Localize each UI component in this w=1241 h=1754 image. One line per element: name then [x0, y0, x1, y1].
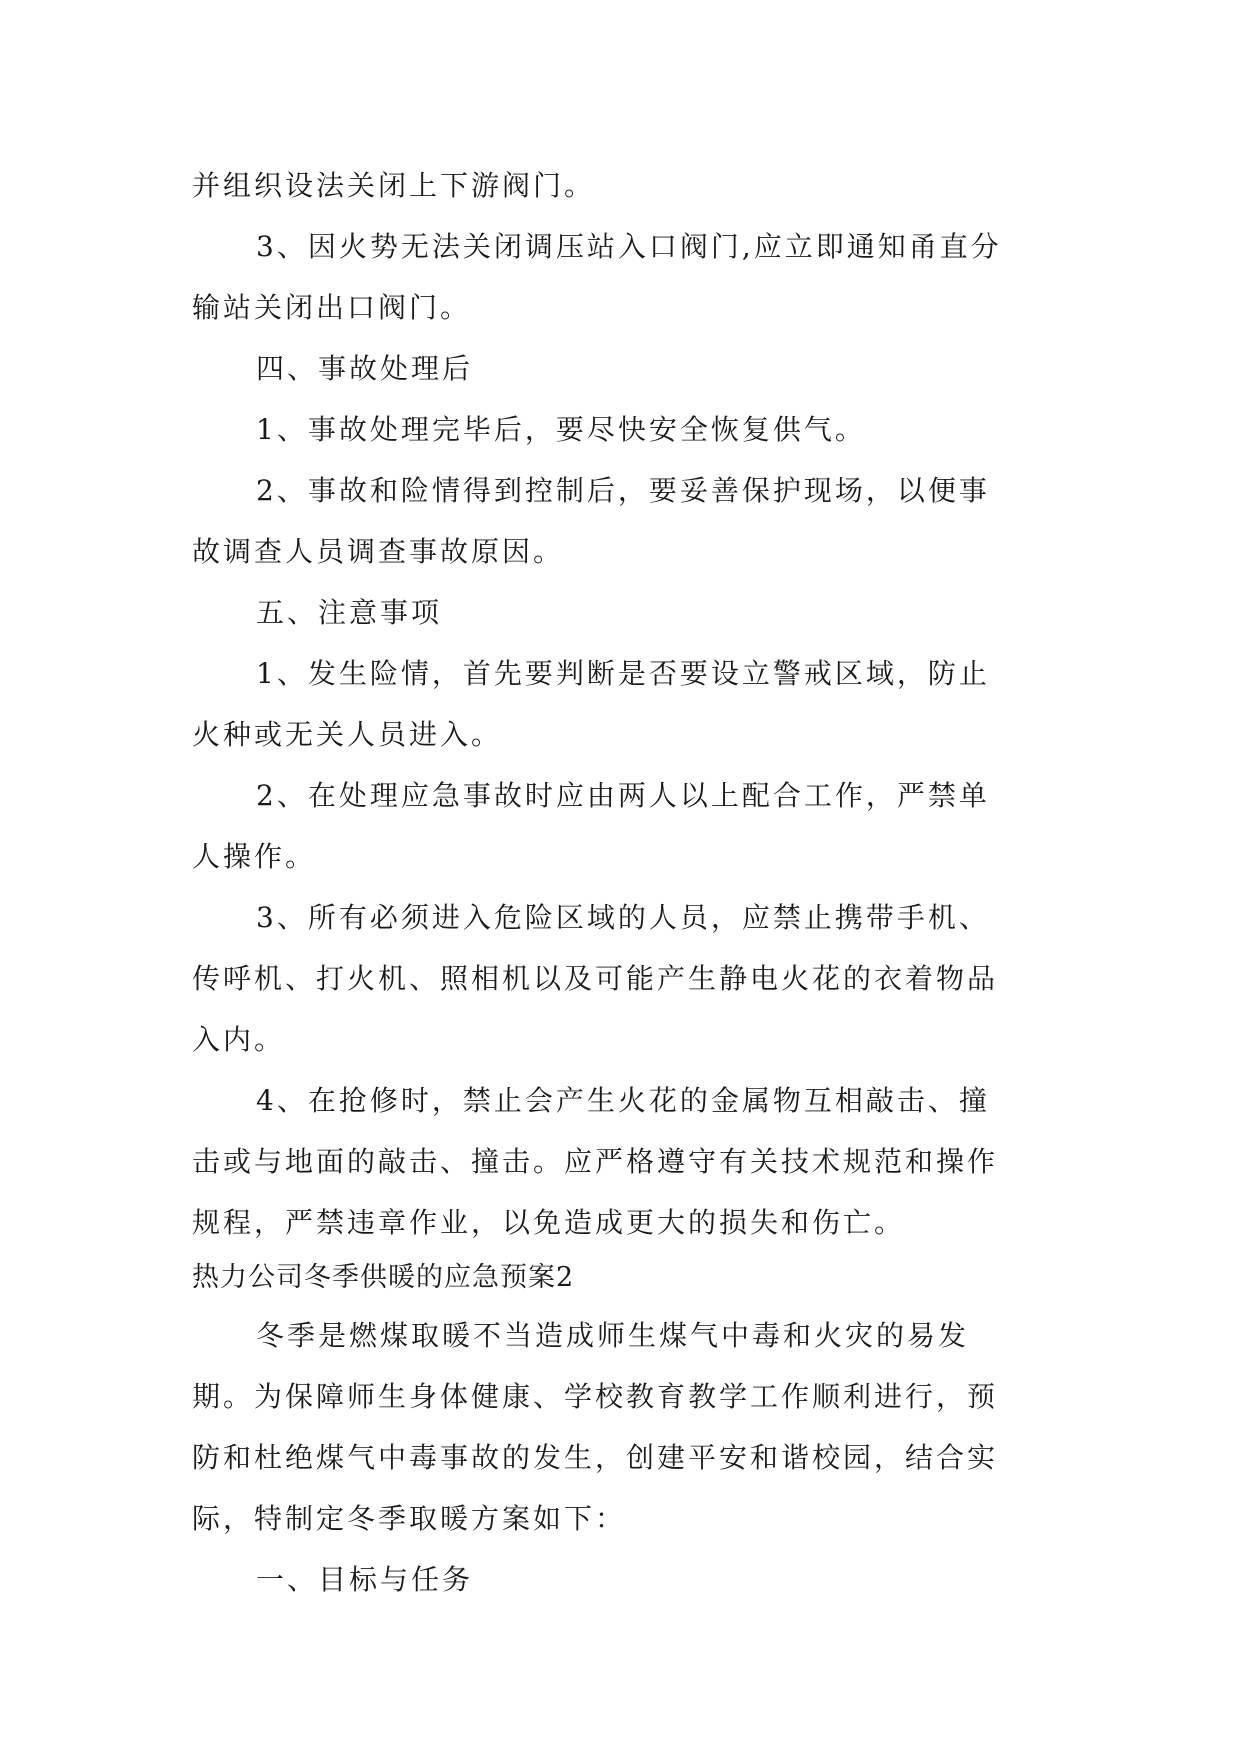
- paragraph-line: 火种或无关人员进入。: [192, 718, 503, 751]
- document-title: 热力公司冬季供暖的应急预案2: [192, 1262, 575, 1293]
- section-heading: 一、目标与任务: [256, 1563, 474, 1596]
- paragraph-line: 3、因火势无法关闭调压站入口阀门,应立即通知甬直分: [256, 230, 1002, 263]
- paragraph-line: 期。为保障师生身体健康、学校教育教学工作顺利进行，预: [192, 1380, 999, 1413]
- paragraph-line: 入内。: [192, 1023, 286, 1056]
- section-heading: 五、注意事项: [256, 596, 443, 629]
- paragraph-line: 传呼机、打火机、照相机以及可能产生静电火花的衣着物品: [192, 962, 999, 995]
- section-heading: 四、事故处理后: [256, 352, 474, 385]
- paragraph-line: 1、事故处理完毕后，要尽快安全恢复供气。: [256, 413, 866, 446]
- paragraph-line: 防和杜绝煤气中毒事故的发生，创建平安和谐校园，结合实: [192, 1441, 999, 1474]
- paragraph-line: 2、在处理应急事故时应由两人以上配合工作，严禁单: [256, 779, 990, 812]
- paragraph-line: 3、所有必须进入危险区域的人员，应禁止携带手机、: [256, 901, 990, 934]
- paragraph-line: 人操作。: [192, 840, 317, 873]
- paragraph-line: 冬季是燃煤取暖不当造成师生煤气中毒和火灾的易发: [256, 1319, 970, 1352]
- paragraph-line: 击或与地面的敲击、撞击。应严格遵守有关技术规范和操作: [192, 1145, 999, 1178]
- paragraph-line: 故调查人员调查事故原因。: [192, 535, 565, 568]
- paragraph-line: 际，特制定冬季取暖方案如下：: [192, 1502, 627, 1535]
- paragraph-line: 并组织设法关闭上下游阀门。: [192, 169, 596, 202]
- paragraph-line: 输站关闭出口阀门。: [192, 291, 472, 324]
- paragraph-line: 2、事故和险情得到控制后，要妥善保护现场，以便事: [256, 474, 990, 507]
- paragraph-line: 1、发生险情，首先要判断是否要设立警戒区域，防止: [256, 657, 990, 690]
- paragraph-line: 4、在抢修时，禁止会产生火花的金属物互相敲击、撞: [256, 1084, 990, 1117]
- paragraph-line: 规程，严禁违章作业，以免造成更大的损失和伤亡。: [192, 1206, 906, 1239]
